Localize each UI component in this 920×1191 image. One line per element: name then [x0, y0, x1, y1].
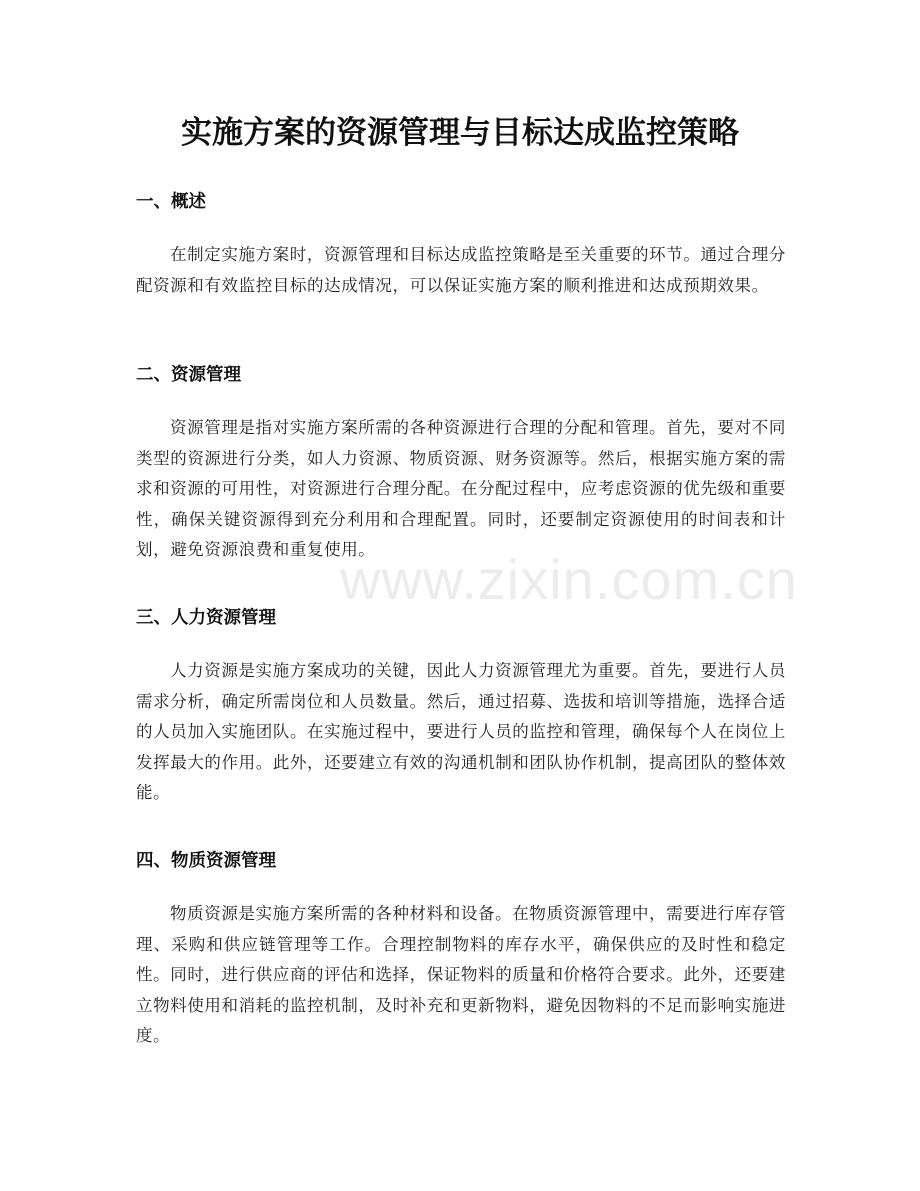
section-material-resource-management: [136, 849, 786, 1052]
watermark-text: www.zixin.com.cn: [340, 548, 798, 611]
section-heading: 一、概述: [136, 192, 206, 212]
section-paragraph: 在制定实施方案时，资源管理和目标达成监控策略是至关重要的环节。通过合理分配资源和有效监控目标的达成情况，可以保证实施方案的顺利推进和达成预期效果。: [136, 245, 786, 295]
page-title: 实施方案的资源管理与目标达成监控策略: [181, 115, 739, 151]
section-paragraph: 人力资源是实施方案成功的关键，因此人力资源管理尤为重要。首先，要进行人员需求分析，确定所需岗位和人员数量。然后，通过招募、选拔和培训等措施，选择合适的人员加入实施团队。在实施过程中，要进行人员的监控和管理，确保每个人在岗位上发挥最大的作用。此外，还要建立有效的沟通机制和团队协作机制，提高团队的整体效能。: [136, 661, 786, 802]
section-heading: 二、资源管理: [136, 365, 241, 385]
section-paragraph: 资源管理是指对实施方案所需的各种资源进行合理的分配和管理。首先，要对不同类型的资源进行分类，如人力资源、物质资源、财务资源等。然后，根据实施方案的需求和资源的可用性，对资源进行合理分配。在分配过程中，应考虑资源的优先级和重要性，确保关键资源得到充分利用和合理配置。同时，还要制定资源使用的时间表和计划，避免资源浪费和重复使用。: [136, 418, 786, 559]
section-heading: 四、物质资源管理: [136, 851, 276, 871]
section-resource-management: [136, 363, 786, 566]
section-paragraph: 物质资源是实施方案所需的各种材料和设备。在物质资源管理中，需要进行库存管理、采购和供应链管理等工作。合理控制物料的库存水平，确保供应的及时性和稳定性。同时，进行供应商的评估和选择，保证物料的质量和价格符合要求。此外，还要建立物料使用和消耗的监控机制，及时补充和更新物料，避免因物料的不足而影响实施进度。: [136, 904, 786, 1045]
section-human-resource-management: [136, 606, 786, 809]
section-heading: 三、人力资源管理: [136, 608, 276, 628]
section-overview: [136, 190, 786, 301]
